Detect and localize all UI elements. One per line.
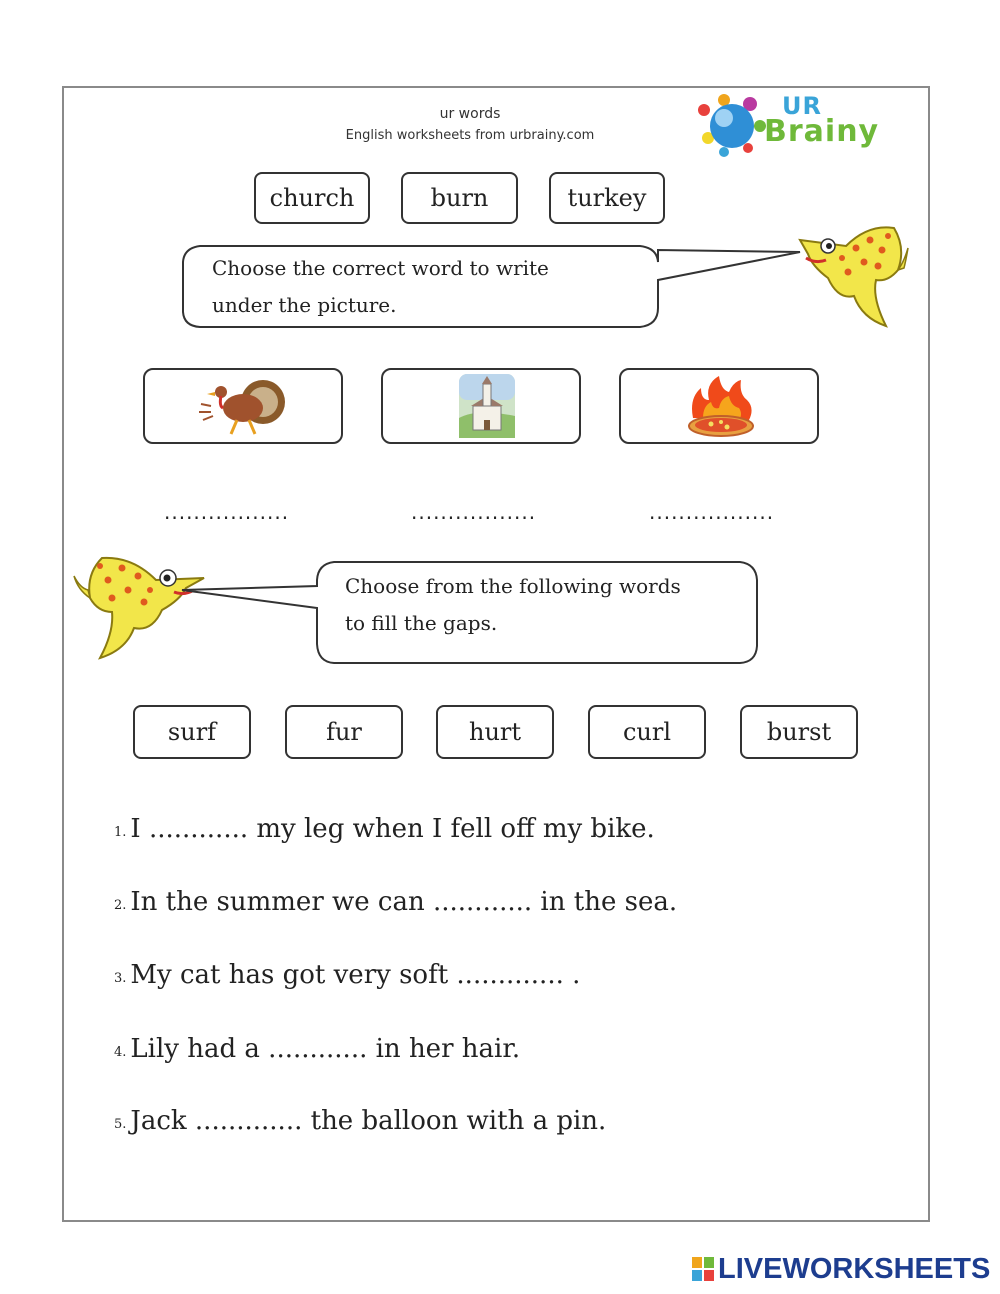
liveworksheets-blocks-icon (692, 1257, 714, 1281)
picture-box-2 (381, 368, 581, 444)
word-bank-hurt[interactable]: hurt (436, 705, 554, 759)
sentence-number: 2. (114, 898, 127, 913)
worksheet-subtitle: English worksheets from urbrainy.com (345, 128, 595, 143)
instruction-2-line-2: to fill the gaps. (345, 611, 498, 635)
fish-mascot-icon (798, 218, 908, 330)
fish-mascot-icon (72, 550, 206, 662)
picture-box-3 (619, 368, 819, 444)
sentence-number: 4. (114, 1045, 127, 1060)
liveworksheets-brand-text: LIVEWORKSHEETS (718, 1252, 991, 1285)
burning-pizza-icon (683, 374, 759, 440)
word-bank-church[interactable]: church (254, 172, 370, 224)
sentence-4 (114, 1034, 520, 1064)
liveworksheets-logo[interactable] (692, 1254, 990, 1284)
word-bank-surf[interactable]: surf (133, 705, 251, 759)
sentence-text: In the summer we can ............ in the sea. (130, 887, 678, 917)
instruction-2-line-1: Choose from the following words (345, 574, 681, 598)
worksheet-title: ur words (439, 106, 501, 122)
sentence-2 (114, 887, 677, 917)
speech-bubble-2 (0, 0, 800, 120)
word-bank-burst[interactable]: burst (740, 705, 858, 759)
sentence-text: Lily had a ............ in her hair. (130, 1034, 521, 1064)
sentence-number: 5. (114, 1117, 127, 1132)
sentence-5 (114, 1106, 606, 1136)
church-icon (457, 372, 517, 440)
sentence-text: Jack ............. the balloon with a pin. (130, 1106, 607, 1136)
sentence-1 (114, 814, 655, 844)
logo-line-ur: UR (782, 92, 822, 120)
answer-blank-3[interactable]: ................. (649, 500, 775, 524)
instruction-1-line-2: under the picture. (212, 293, 397, 317)
sentence-text: I ............ my leg when I fell off my bike. (130, 814, 655, 844)
sentence-text: My cat has got very soft ............. . (130, 960, 581, 990)
picture-box-1 (143, 368, 343, 444)
sentence-number: 1. (114, 825, 127, 840)
word-bank-fur[interactable]: fur (285, 705, 403, 759)
answer-blank-2[interactable]: ................. (411, 500, 537, 524)
word-bank-turkey[interactable]: turkey (549, 172, 665, 224)
sentence-3 (114, 960, 580, 990)
logo-line-brainy: Brainy (764, 114, 880, 149)
sentence-number: 3. (114, 971, 127, 986)
word-bank-curl[interactable]: curl (588, 705, 706, 759)
word-bank-burn[interactable]: burn (401, 172, 518, 224)
answer-blank-1[interactable]: ................. (164, 500, 290, 524)
instruction-1-line-1: Choose the correct word to write (212, 256, 549, 280)
turkey-icon (191, 374, 291, 438)
